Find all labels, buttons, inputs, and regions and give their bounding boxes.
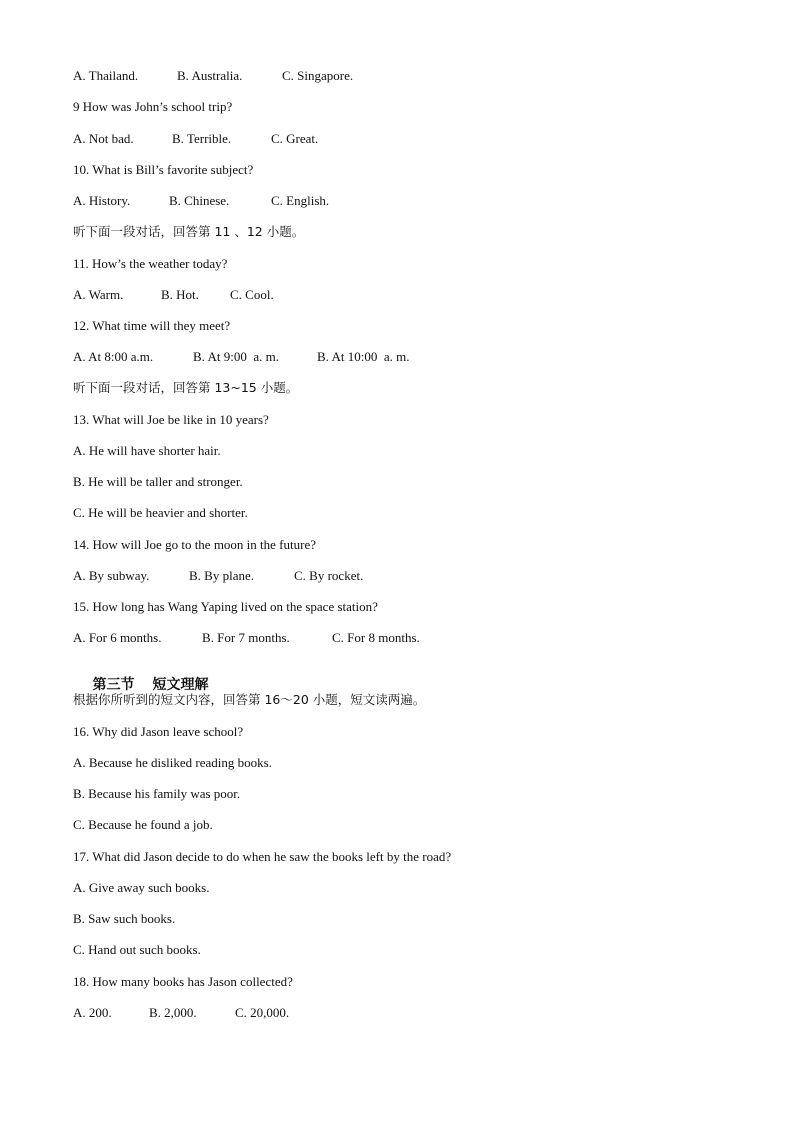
option-b: B. For 7 months. — [202, 630, 290, 645]
q12-options — [73, 349, 410, 365]
option-a: A. For 6 months. — [73, 630, 162, 645]
q18-options — [73, 1005, 290, 1021]
q11-options — [73, 287, 274, 303]
option-b: B. 2,000. — [149, 1005, 197, 1020]
q17-option-b: B. Saw such books. — [73, 911, 176, 926]
q17-option-a: A. Give away such books. — [73, 880, 210, 895]
instruction-13-15: 听下面一段对话，回答第 13~15 小题。 — [73, 380, 299, 395]
q13-option-a: A. He will have shorter hair. — [73, 443, 221, 458]
section-title: 短文理解 — [152, 677, 209, 693]
q13-option-c: C. He will be heavier and shorter. — [73, 505, 248, 520]
q14-options — [73, 568, 364, 584]
question-9: 9 How was John’s school trip? — [73, 99, 233, 114]
option-a: A. Not bad. — [73, 131, 134, 146]
option-c: C. Singapore. — [282, 68, 354, 83]
option-c: C. By rocket. — [294, 568, 364, 583]
q8-options — [73, 68, 354, 84]
q17-option-c: C. Hand out such books. — [73, 942, 201, 957]
q10-options — [73, 193, 330, 209]
option-c: C. 20,000. — [235, 1005, 290, 1020]
question-16: 16. Why did Jason leave school? — [73, 724, 244, 739]
option-b: B. Chinese. — [169, 193, 230, 208]
option-b: B. Terrible. — [172, 131, 232, 146]
q15-options — [73, 630, 420, 646]
option-a: A. By subway. — [73, 568, 150, 583]
question-11: 11. How’s the weather today? — [73, 256, 228, 271]
q16-option-b: B. Because his family was poor. — [73, 786, 241, 801]
option-b: B. Australia. — [177, 68, 243, 83]
option-a: A. Warm. — [73, 287, 124, 302]
question-17: 17. What did Jason decide to do when he saw the books left by the road? — [73, 849, 452, 864]
option-b: B. By plane. — [189, 568, 254, 583]
q16-option-c: C. Because he found a job. — [73, 817, 213, 832]
q13-option-b: B. He will be taller and stronger. — [73, 474, 243, 489]
option-c: C. English. — [271, 193, 330, 208]
option-c: B. At 10:00 a. m. — [317, 349, 410, 364]
question-12: 12. What time will they meet? — [73, 318, 231, 333]
section-number: 第三节 — [92, 677, 135, 693]
option-c: C. Great. — [271, 131, 319, 146]
instruction-16-20: 根据你所听到的短文内容，回答第 16～20 小题，短文读两遍。 — [73, 692, 426, 707]
question-15: 15. How long has Wang Yaping lived on the space station? — [73, 599, 378, 614]
option-a: A. History. — [73, 193, 131, 208]
question-10: 10. What is Bill’s favorite subject? — [73, 162, 254, 177]
question-13: 13. What will Joe be like in 10 years? — [73, 412, 269, 427]
q16-option-a: A. Because he disliked reading books. — [73, 755, 272, 770]
option-c: C. Cool. — [230, 287, 274, 302]
option-a: A. At 8:00 a.m. — [73, 349, 154, 364]
option-b: B. Hot. — [161, 287, 199, 302]
instruction-11-12: 听下面一段对话，回答第 11 、12 小题。 — [73, 224, 305, 239]
question-14: 14. How will Joe go to the moon in the future? — [73, 537, 316, 552]
q9-options — [73, 131, 319, 147]
question-18: 18. How many books has Jason collected? — [73, 974, 293, 989]
option-c: C. For 8 months. — [332, 630, 420, 645]
section-3-heading — [73, 661, 209, 693]
option-a: A. 200. — [73, 1005, 112, 1020]
option-a: A. Thailand. — [73, 68, 139, 83]
option-b: B. At 9:00 a. m. — [193, 349, 279, 364]
